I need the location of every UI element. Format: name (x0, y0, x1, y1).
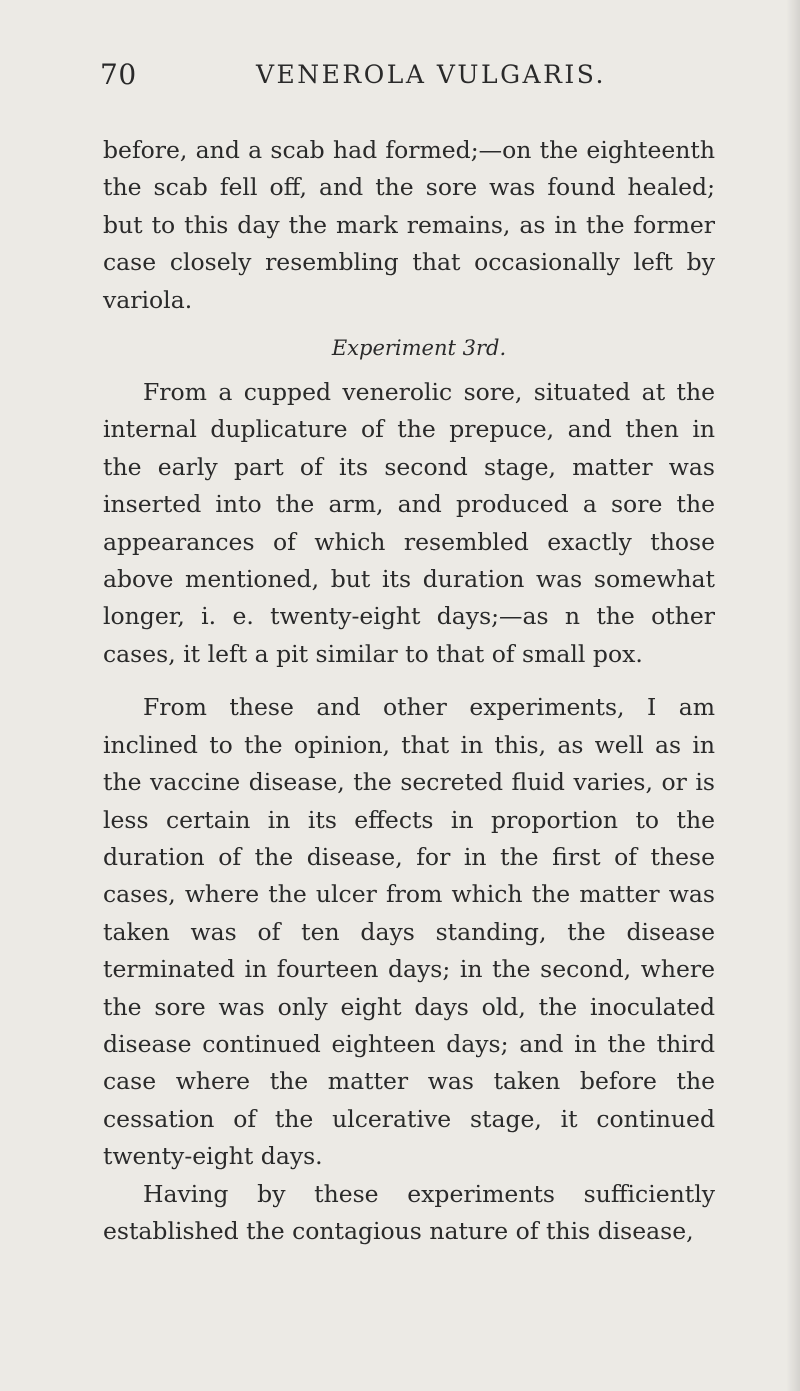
page-edge-shadow (786, 0, 800, 1391)
paragraph-experiment: From a cupped venerolic sore, situated at the internal duplicature of the prepuce, and then in the early part of its second stage, matter was inserted into the arm, and produced a sore the appearances of which resembled exactly those above mentioned, but its duration was somewhat longer, i. e. twenty-eight days;—as n the other cases, it left a pit similar to that of small pox. (103, 378, 715, 668)
running-title: VENEROLA VULGARIS. (256, 60, 606, 89)
section-heading: Experiment 3rd. (331, 336, 507, 361)
page-number: 70 (100, 58, 137, 91)
paragraph-conclusion: From these and other experiments, I am inclined to the opinion, that in this, as well as in the vaccine disease, the secreted fluid varies, or is less certain in its effects in proportion to the duration of the disease, for in the first of these cases, where the ulcer from which the matter was taken was of ten days standing, the disease terminated in fourteen days; in the second, where the sore was only eight days old, the inoculated disease continued eighteen days; and in the third case where the matter was taken before the cessation of the ulcerative stage, it continued twenty-eight days. (103, 693, 715, 1171)
paragraph-closing: Having by these experiments sufficiently established the contagious nature of this disease, (103, 1179, 715, 1245)
paragraph-gap (103, 673, 715, 689)
paragraph-continuation: before, and a scab had formed;—on the eighteenth the scab fell off, and the sore was found healed; but to this day the mark remains, as in the former case closely resembling that occasionally left by variola. (103, 136, 715, 314)
running-head (100, 58, 720, 98)
page-body (103, 132, 715, 1250)
